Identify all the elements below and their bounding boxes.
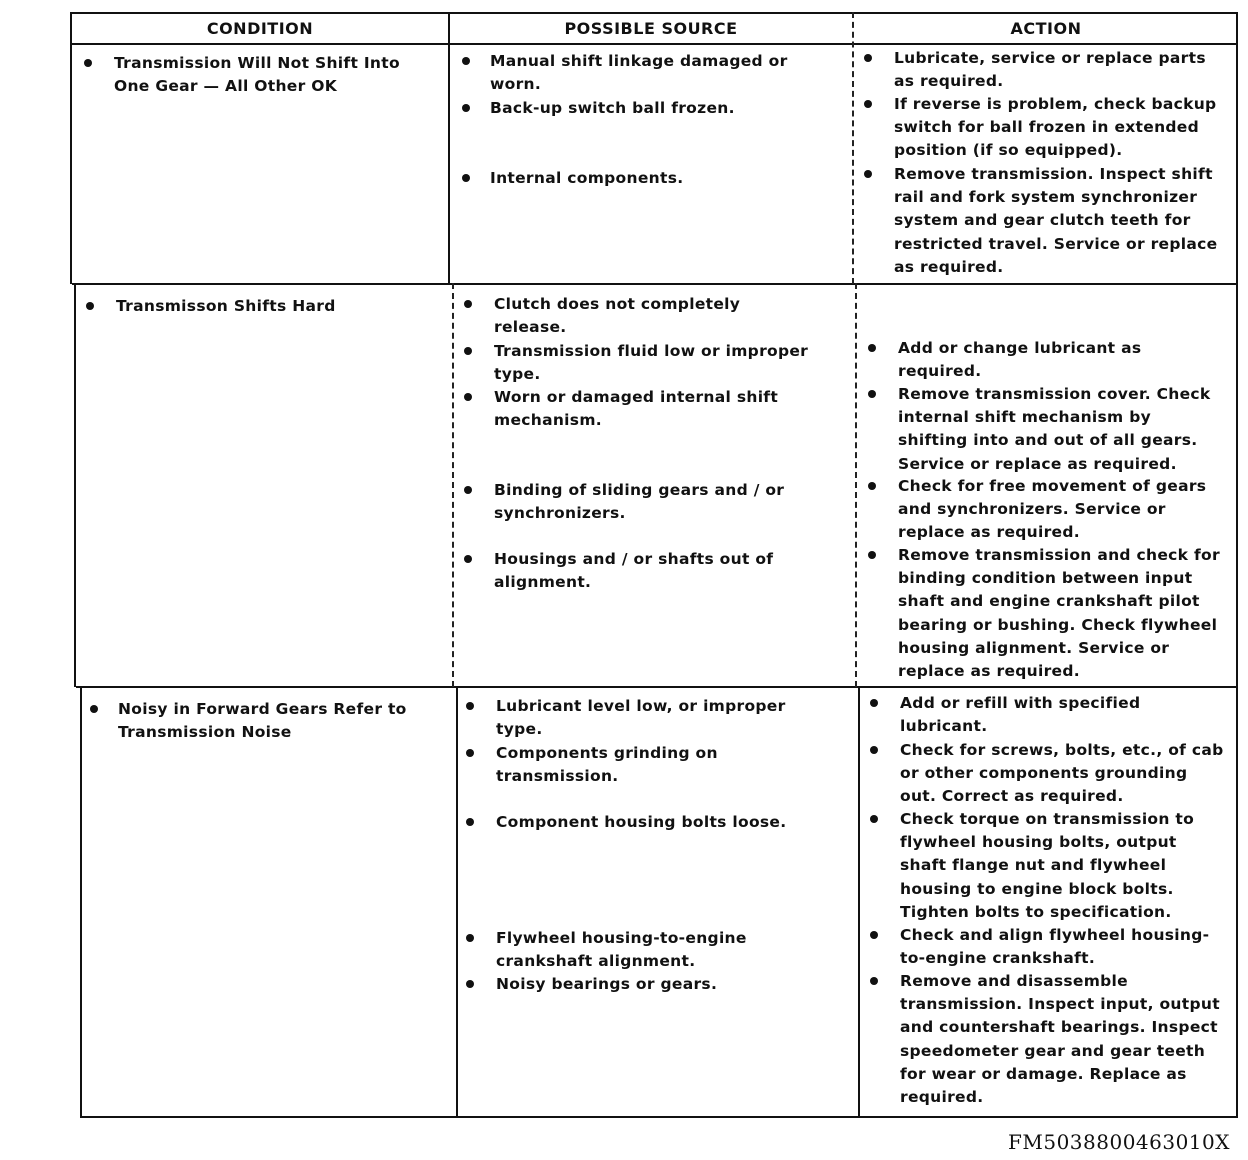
source-item: Transmission fluid low or improper type.	[494, 342, 809, 384]
column-divider	[452, 283, 454, 687]
bullet-icon	[464, 486, 472, 494]
bullet-icon	[868, 482, 876, 490]
action-item: Remove transmission and check for binding condition between input shaft and engine crankshaft pilot bearing or bushing. Check flywheel housing alignment. Service or replace as required.	[898, 546, 1220, 681]
row-divider	[72, 283, 1238, 285]
source-item: Noisy bearings or gears.	[496, 975, 718, 993]
column-divider	[852, 12, 854, 284]
bullet-icon	[464, 300, 472, 308]
bullet-icon	[868, 344, 876, 352]
bullet-icon	[462, 57, 470, 65]
source-item: Flywheel housing-to-engine crankshaft alignment.	[496, 929, 747, 971]
source-item: Lubricant level low, or improper type.	[496, 697, 786, 739]
bullet-icon	[466, 702, 474, 710]
bullet-icon	[464, 555, 472, 563]
condition-text: Transmission Will Not Shift Into One Gear — All Other OK	[114, 54, 400, 96]
header-action: ACTION	[1010, 19, 1082, 38]
action-item: Check and align flywheel housing-to-engine crankshaft.	[900, 926, 1210, 968]
action-item: Lubricate, service or replace parts as required.	[894, 49, 1206, 91]
bullet-icon	[870, 815, 878, 823]
condition-text: Transmisson Shifts Hard	[116, 297, 336, 315]
bullet-icon	[464, 347, 472, 355]
table-left-border	[74, 283, 76, 687]
bullet-icon	[870, 977, 878, 985]
source-item: Component housing bolts loose.	[496, 813, 787, 831]
action-item: Remove transmission. Inspect shift rail and fork system synchronizer system and gear clutch teeth for restricted travel. Service or replace as required.	[894, 165, 1218, 276]
bullet-icon	[466, 934, 474, 942]
action-item: Add or change lubricant as required.	[898, 339, 1142, 381]
action-item: Remove and disassemble transmission. Inspect input, output and countershaft bearings. Inspect speedometer gear and gear teeth for wear or damage. Replace as required.	[900, 972, 1220, 1107]
figure-id: FM5038800463010X	[1007, 1130, 1230, 1154]
bullet-icon	[90, 705, 98, 713]
action-item: Remove transmission cover. Check internal shift mechanism by shifting into and out of all gears. Service or replace as required.	[898, 385, 1211, 473]
column-divider	[855, 283, 857, 687]
bullet-icon	[464, 393, 472, 401]
action-item: Check for screws, bolts, etc., of cab or other components grounding out. Correct as required.	[900, 741, 1224, 806]
table-left-border	[70, 12, 72, 284]
column-divider	[448, 12, 450, 284]
bullet-icon	[466, 980, 474, 988]
source-item: Manual shift linkage damaged or worn.	[490, 52, 788, 94]
bullet-icon	[84, 59, 92, 67]
bullet-icon	[466, 749, 474, 757]
bullet-icon	[86, 302, 94, 310]
action-item: Add or refill with specified lubricant.	[900, 694, 1141, 736]
source-item: Back-up switch ball frozen.	[490, 99, 735, 117]
header-condition: CONDITION	[206, 19, 314, 38]
action-item: Check torque on transmission to flywheel housing bolts, output shaft flange nut and flywheel housing to engine block bolts. Tighten bolts to specification.	[900, 810, 1195, 921]
header-possible-source: POSSIBLE SOURCE	[564, 19, 738, 38]
column-divider	[858, 686, 860, 1118]
bullet-icon	[870, 746, 878, 754]
action-item: Check for free movement of gears and synchronizers. Service or replace as required.	[898, 477, 1207, 542]
source-item: Components grinding on transmission.	[496, 744, 718, 786]
table-bottom-border	[80, 1116, 1238, 1118]
source-item: Binding of sliding gears and / or synchronizers.	[494, 481, 785, 523]
bullet-icon	[466, 818, 474, 826]
bullet-icon	[864, 100, 872, 108]
condition-text: Noisy in Forward Gears Refer to Transmission Noise	[118, 700, 407, 742]
bullet-icon	[864, 54, 872, 62]
bullet-icon	[870, 699, 878, 707]
column-divider	[456, 686, 458, 1118]
bullet-icon	[868, 551, 876, 559]
source-item: Housings and / or shafts out of alignment.	[494, 550, 774, 592]
source-item: Clutch does not completely release.	[494, 295, 741, 337]
bullet-icon	[864, 170, 872, 178]
bullet-icon	[870, 931, 878, 939]
bullet-icon	[462, 104, 470, 112]
action-item: If reverse is problem, check backup switch for ball frozen in extended position (if so equipped).	[894, 95, 1217, 160]
row-divider	[76, 686, 1238, 688]
source-item: Worn or damaged internal shift mechanism.	[494, 388, 779, 430]
table-right-border	[1236, 12, 1238, 1118]
bullet-icon	[868, 390, 876, 398]
bullet-icon	[462, 174, 470, 182]
table-left-border	[80, 686, 82, 1118]
source-item: Internal components.	[490, 169, 684, 187]
